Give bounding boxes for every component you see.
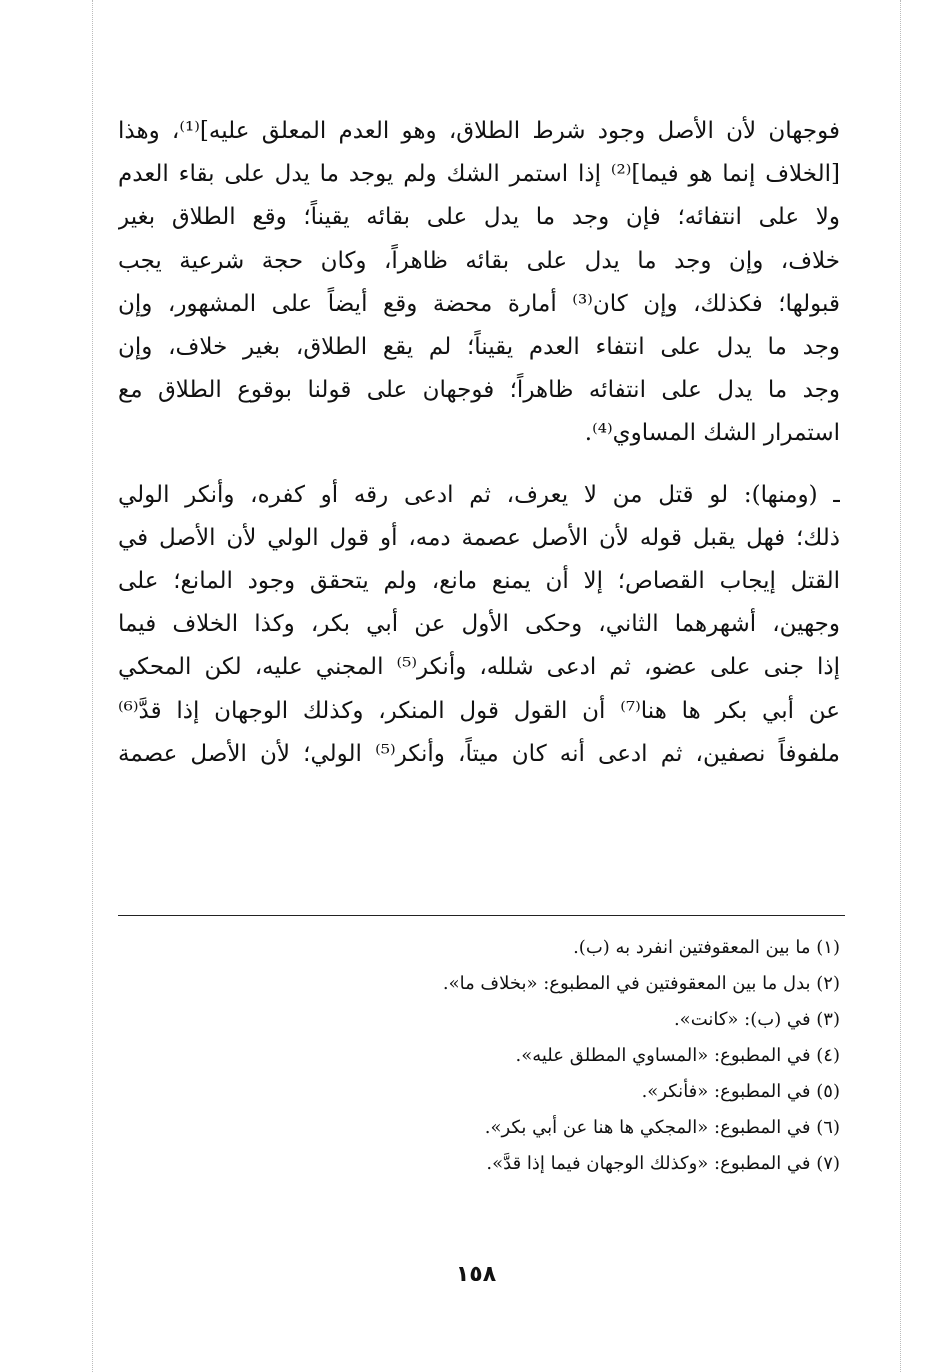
footnote-7: (٧) في المطبوع: «وكذلك الوجهان فيما إذا قدَّ». (486, 1153, 840, 1174)
text-line: وجهين، أشهرهما الثاني، وحكى الأول عن أبي بكر، وكذا الخلاف فيما (118, 611, 840, 638)
footnote-5: (٥) في المطبوع: «فأنكر». (641, 1081, 840, 1102)
paragraph-1 (118, 110, 840, 456)
text-line: ـ (ومنها): لو قتل من لا يعرف، ثم ادعى رقه أو كفره، وأنكر الولي (118, 481, 840, 508)
text-line: [الخلاف إنما هو فيما]⁽²⁾ إذا استمر الشك ولم يوجد ما يدل على بقاء العدم (118, 161, 840, 188)
text-line: ولا على انتفائه؛ فإن وجد ما يدل على بقائه يقيناً؛ وقع الطلاق بغير (118, 204, 840, 231)
footnote-3: (٣) في (ب): «كانت». (673, 1009, 840, 1030)
page-body (118, 110, 840, 776)
text-line: فوجهان لأن الأصل وجود شرط الطلاق، وهو العدم المعلق عليه]⁽¹⁾، وهذا (118, 118, 840, 144)
text-line: قبولها؛ فكذلك، وإن كان⁽³⁾ أمارة محضة وقع أيضاً على المشهور، وإن (118, 290, 840, 317)
footnote-2: (٢) بدل ما بين المعقوفتين في المطبوع: «بخلاف ما». (442, 973, 840, 994)
page-number: ١٥٨ (455, 1262, 497, 1287)
footnote-1: (١) ما بين المعقوفتين انفرد به (ب). (573, 937, 840, 958)
text-line: عن أبي بكر ها هنا⁽⁷⁾ أن القول قول المنكر، وكذلك الوجهان إذا قدَّ⁽⁶⁾ (118, 697, 840, 724)
text-line: القتل إيجاب القصاص؛ إلا أن يمنع مانع، ولم يتحقق وجود المانع؛ على (118, 568, 840, 595)
footnotes-list (120, 930, 840, 1182)
text-line: وجد ما يدل على انتفاء العدم يقيناً؛ لم يقع الطلاق، بغير خلاف، وإن (118, 334, 840, 361)
text-line: وجد ما يدل على انتفائه ظاهراً؛ فوجهان على قولنا بوقوع الطلاق مع (118, 377, 840, 404)
text-line: ذلك؛ فهل يقبل قوله لأن الأصل عصمة دمه، أو قول الولي لأن الأصل في (118, 524, 840, 551)
footnote-6: (٦) في المطبوع: «المجكي ها هنا عن أبي بكر». (484, 1117, 840, 1138)
footnote-separator (118, 915, 845, 916)
footnote-4: (٤) في المطبوع: «المساوي المطلق عليه». (515, 1045, 840, 1066)
page-edge-left (92, 0, 93, 1372)
paragraph-2 (118, 474, 840, 776)
text-line: استمرار الشك المساوي⁽⁴⁾. (584, 420, 840, 447)
text-line: خلاف، وإن وجد ما يدل على بقائه ظاهراً، وكان حجة شرعية يجب (118, 247, 840, 274)
page-edge-right (900, 0, 901, 1372)
text-line: إذا جنى على عضو، ثم ادعى شلله، وأنكر⁽⁵⁾ المجني عليه، لكن المحكي (118, 654, 840, 681)
text-line: ملفوفاً نصفين، ثم ادعى أنه كان ميتاً، وأنكر⁽⁵⁾ الولي؛ لأن الأصل عصمة (118, 740, 840, 767)
